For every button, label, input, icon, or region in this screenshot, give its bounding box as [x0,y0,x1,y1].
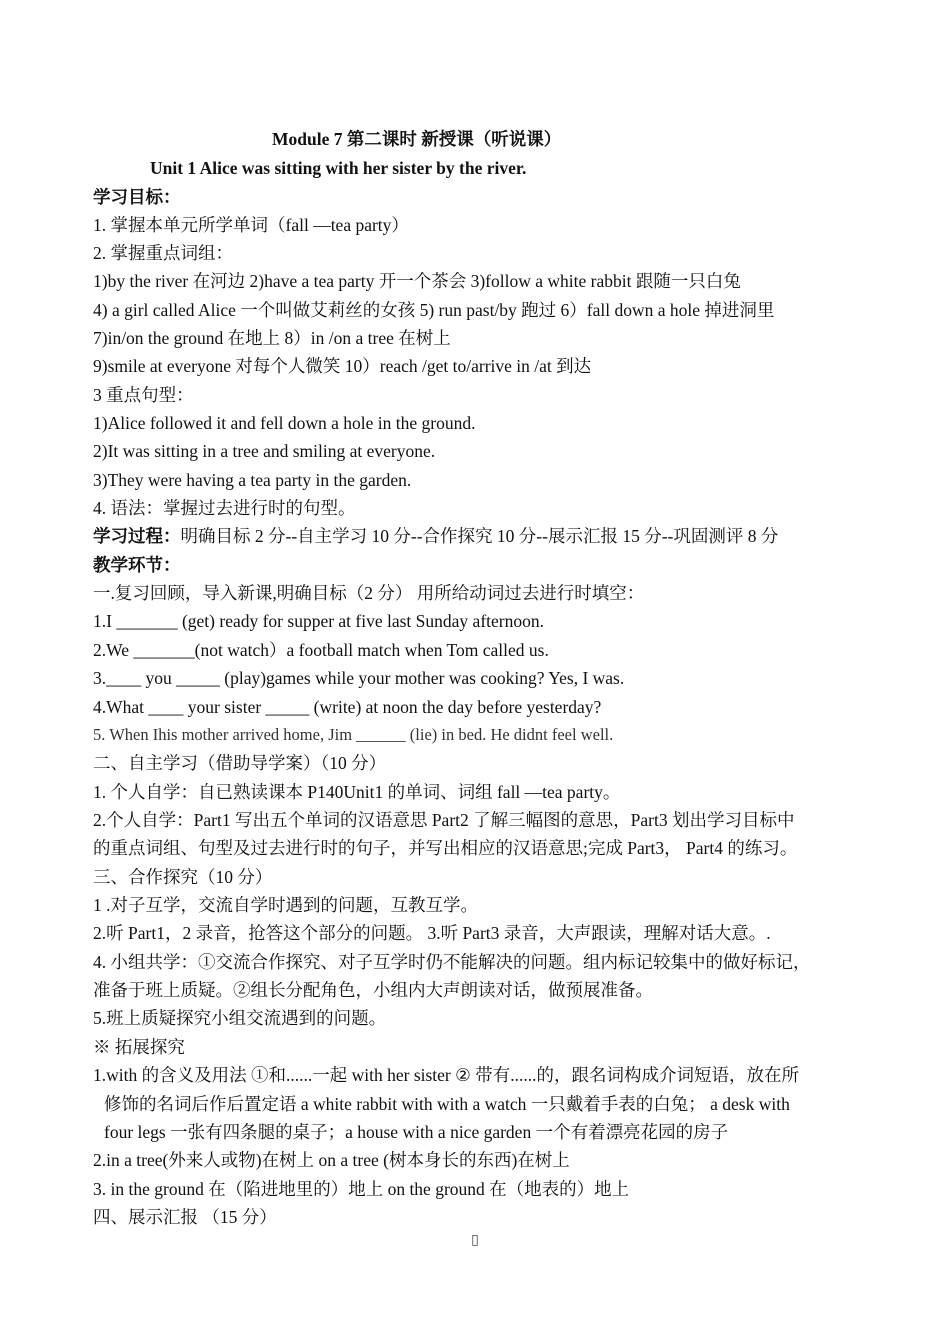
step-line: 1.with 的含义及用法 ①和......一起 with her sister ② 带有......的，跟名词构成介词短语，放在所 [93,1065,799,1085]
steps-heading: 教学环节： [93,555,181,575]
step-line: 1 .对子互学，交流自学时遇到的问题，互教互学。 [93,895,478,915]
goal-line: 1)Alice followed it and fell down a hole in the ground. [93,413,476,433]
step-line: ※ 拓展探究 [93,1037,185,1057]
goal-line: 2. 掌握重点词组： [93,243,233,263]
step-line: 3.____ you _____ (play)games while your mother was cooking? Yes, I was. [93,668,625,688]
step-line: 三、合作探究（10 分） [93,867,273,887]
goal-line: 9)smile at everyone 对每个人微笑 10）reach /get to/arrive in /at 到达 [93,356,592,376]
goal-line: 7)in/on the ground 在地上 8）in /on a tree 在树上 [93,328,451,348]
goal-line: 1)by the river 在河边 2)have a tea party 开一个茶会 3)follow a white rabbit 跟随一只白兔 [93,271,741,291]
process-text: 明确目标 2 分--自主学习 10 分--合作探究 10 分--展示汇报 15 分--巩固测评 8 分 [180,526,779,546]
step-line: 4. 小组共学：①交流合作探究、对子互学时仍不能解决的问题。组内标记较集中的做好标记， [93,952,811,972]
goal-line: 4. 语法：掌握过去进行时的句型。 [93,498,356,518]
page-subtitle: Unit 1 Alice was sitting with her sister by the river. [150,158,527,178]
goal-line: 1. 掌握本单元所学单词（fall —tea party） [93,215,409,235]
step-line: 5.班上质疑探究小组交流遇到的问题。 [93,1008,387,1028]
step-line: 4.What ____ your sister _____ (write) at noon the day before yesterday? [93,697,602,717]
step-line: 2.We _______(not watch）a football match when Tom called us. [93,640,549,660]
step-line: 二、自主学习（借助导学案）（10 分） [93,753,387,773]
page-marker: ▯ [471,1233,479,1248]
goal-line: 3)They were having a tea party in the garden. [93,470,412,490]
step-line: 2.听 Part1，2 录音，抢答这个部分的问题。 3.听 Part3 录音，大声跟读，理解对话大意。. [93,923,771,943]
process-line [93,523,862,549]
goal-line: 4) a girl called Alice 一个叫做艾莉丝的女孩 5) run past/by 跑过 6）fall down a hole 掉进洞里 [93,300,775,320]
step-line: 准备于班上质疑。②组长分配角色，小组内大声朗读对话，做预展准备。 [93,980,653,1000]
process-heading: 学习过程： [93,526,181,546]
step-line: 修饰的名词后作后置定语 a white rabbit with with a watch 一只戴着手表的白兔； a desk with [104,1094,790,1114]
step-line: 的重点词组、句型及过去进行时的句子，并写出相应的汉语意思;完成 Part3， Part4 的练习。 [93,838,798,858]
step-line: 四、展示汇报 （15 分） [93,1207,277,1227]
goal-line: 2)It was sitting in a tree and smiling at everyone. [93,441,436,461]
step-line: 1.I _______ (get) ready for supper at five last Sunday afternoon. [93,611,544,631]
step-line: 一.复习回顾，导入新课,明确目标（2 分） 用所给动词过去进行时填空： [93,583,645,603]
step-line: 5. When Ihis mother arrived home, Jim ______ (lie) in bed. He didnt feel well. [93,725,614,744]
step-line: 1. 个人自学：自已熟读课本 P140Unit1 的单词、词组 fall —tea party。 [93,782,621,802]
step-line: four legs 一张有四条腿的桌子；a house with a nice garden 一个有着漂亮花园的房子 [104,1122,729,1142]
goals-heading: 学习目标： [93,187,181,207]
goal-line: 3 重点句型： [93,385,194,405]
step-line: 2.in a tree(外来人或物)在树上 on a tree (树本身长的东西)在树上 [93,1150,570,1170]
step-line: 2.个人自学：Part1 写出五个单词的汉语意思 Part2 了解三幅图的意思，Part3 划出学习目标中 [93,810,795,830]
page-title: Module 7 第二课时 新授课（听说课） [272,129,562,149]
step-line: 3. in the ground 在（陷进地里的）地上 on the ground 在（地表的）地上 [93,1179,630,1199]
